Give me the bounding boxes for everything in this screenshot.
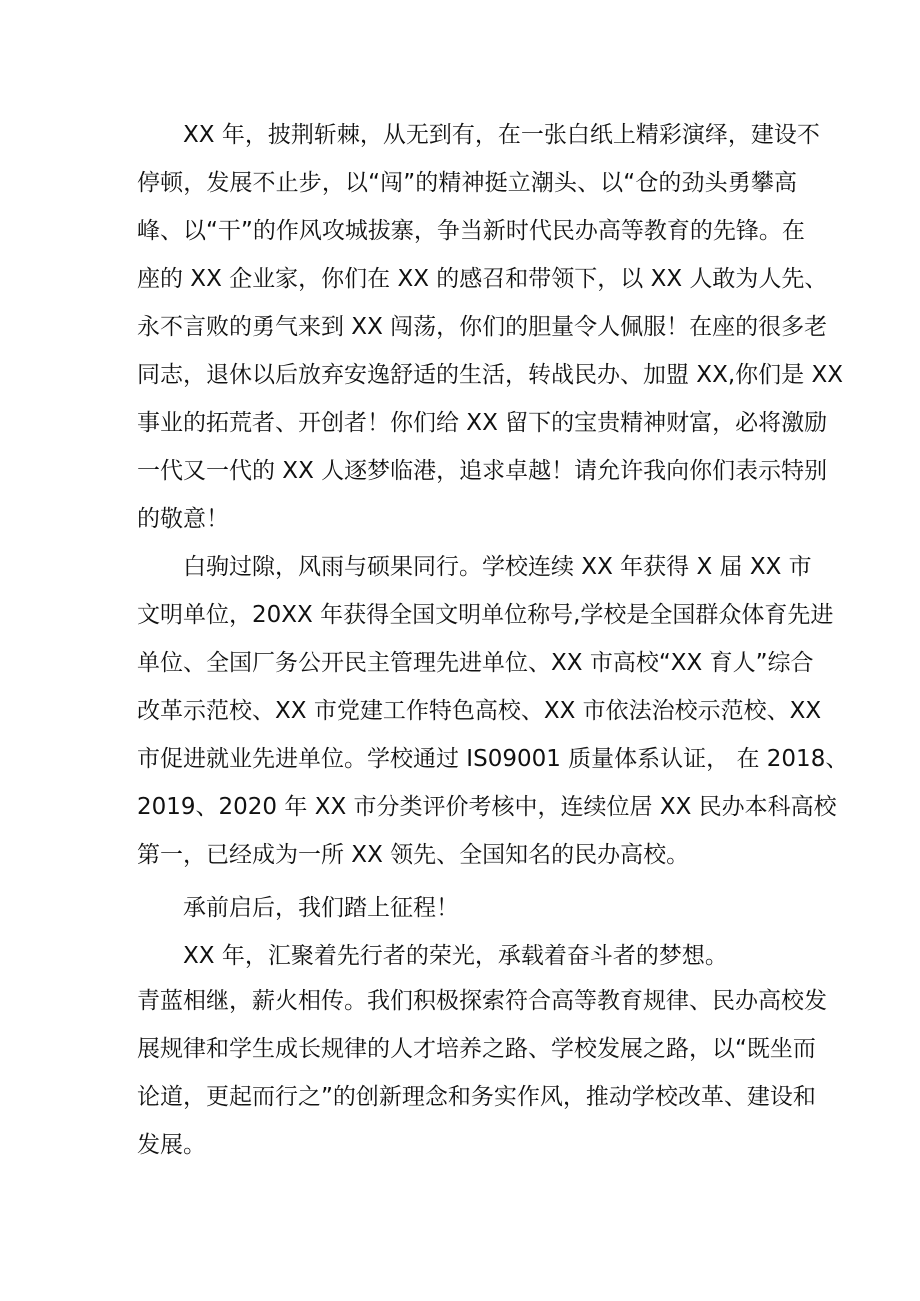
paragraph-4-line-1: XX 年，汇聚着先行者的荣光，承载着奋斗者的梦想。 bbox=[183, 943, 728, 969]
paragraph-1-line-2: 停顿，发展不止步，以“闯”的精神挺立潮头、以“仓的劲头勇攀高 bbox=[137, 170, 797, 196]
paragraph-1-line-7: 事业的拓荒者、开创者！你们给 XX 留下的宝贵精神财富，必将激励 bbox=[137, 410, 828, 436]
paragraph-2-line-2: 文明单位，20XX 年获得全国文明单位称号,学校是全国群众体育先进 bbox=[137, 602, 834, 628]
paragraph-5-line-2: 展规律和学生成长规律的人才培养之路、学校发展之路，以“既坐而 bbox=[137, 1036, 816, 1062]
paragraph-2-line-3: 单位、全国厂务公开民主管理先进单位、XX 市高校“XX 育人”综合 bbox=[137, 650, 814, 676]
paragraph-1-line-6: 同志，退休以后放弃安逸舒适的生活，转战民办、加盟 XX,你们是 XX bbox=[137, 362, 843, 388]
paragraph-2-line-1: 白驹过隙，风雨与硕果同行。学校连续 XX 年获得 X 届 XX 市 bbox=[183, 554, 812, 580]
paragraph-1-line-5: 永不言败的勇气来到 XX 闯荡，你们的胆量令人佩服！在座的很多老 bbox=[137, 314, 828, 340]
paragraph-1-line-1: XX 年，披荆斩棘，从无到有，在一张白纸上精彩演绎，建设不 bbox=[183, 122, 820, 148]
paragraph-1-line-3: 峰、以“干”的作风攻城拔寨，争当新时代民办高等教育的先锋。在 bbox=[137, 218, 805, 244]
paragraph-2-line-5: 市促进就业先进单位。学校通过 IS09001 质量体系认证， 在 2018、 bbox=[137, 746, 849, 772]
paragraph-1-line-9: 的敬意！ bbox=[137, 506, 229, 532]
paragraph-5-line-3: 论道，更起而行之”的创新理念和务实作风，推动学校改革、建设和 bbox=[137, 1084, 816, 1110]
paragraph-2-line-4: 改革示范校、XX 市党建工作特色高校、XX 市依法治校示范校、XX bbox=[137, 698, 822, 724]
paragraph-1-line-4: 座的 XX 企业家，你们在 XX 的感召和带领下，以 XX 人敢为人先、 bbox=[137, 266, 828, 292]
paragraph-2-line-7: 第一，已经成为一所 XX 领先、全国知名的民办高校。 bbox=[137, 842, 690, 868]
paragraph-2-line-6: 2019、2020 年 XX 市分类评价考核中，连续位居 XX 民办本科高校 bbox=[137, 794, 837, 820]
paragraph-5-line-1: 青蓝相继，薪火相传。我们积极探索符合高等教育规律、民办高校发 bbox=[137, 988, 827, 1014]
paragraph-1-line-8: 一代又一代的 XX 人逐梦临港，追求卓越！请允许我向你们表示特别 bbox=[137, 458, 828, 484]
paragraph-5-line-4: 发展。 bbox=[137, 1132, 206, 1158]
paragraph-3-line-1: 承前启后，我们踏上征程！ bbox=[183, 895, 459, 921]
